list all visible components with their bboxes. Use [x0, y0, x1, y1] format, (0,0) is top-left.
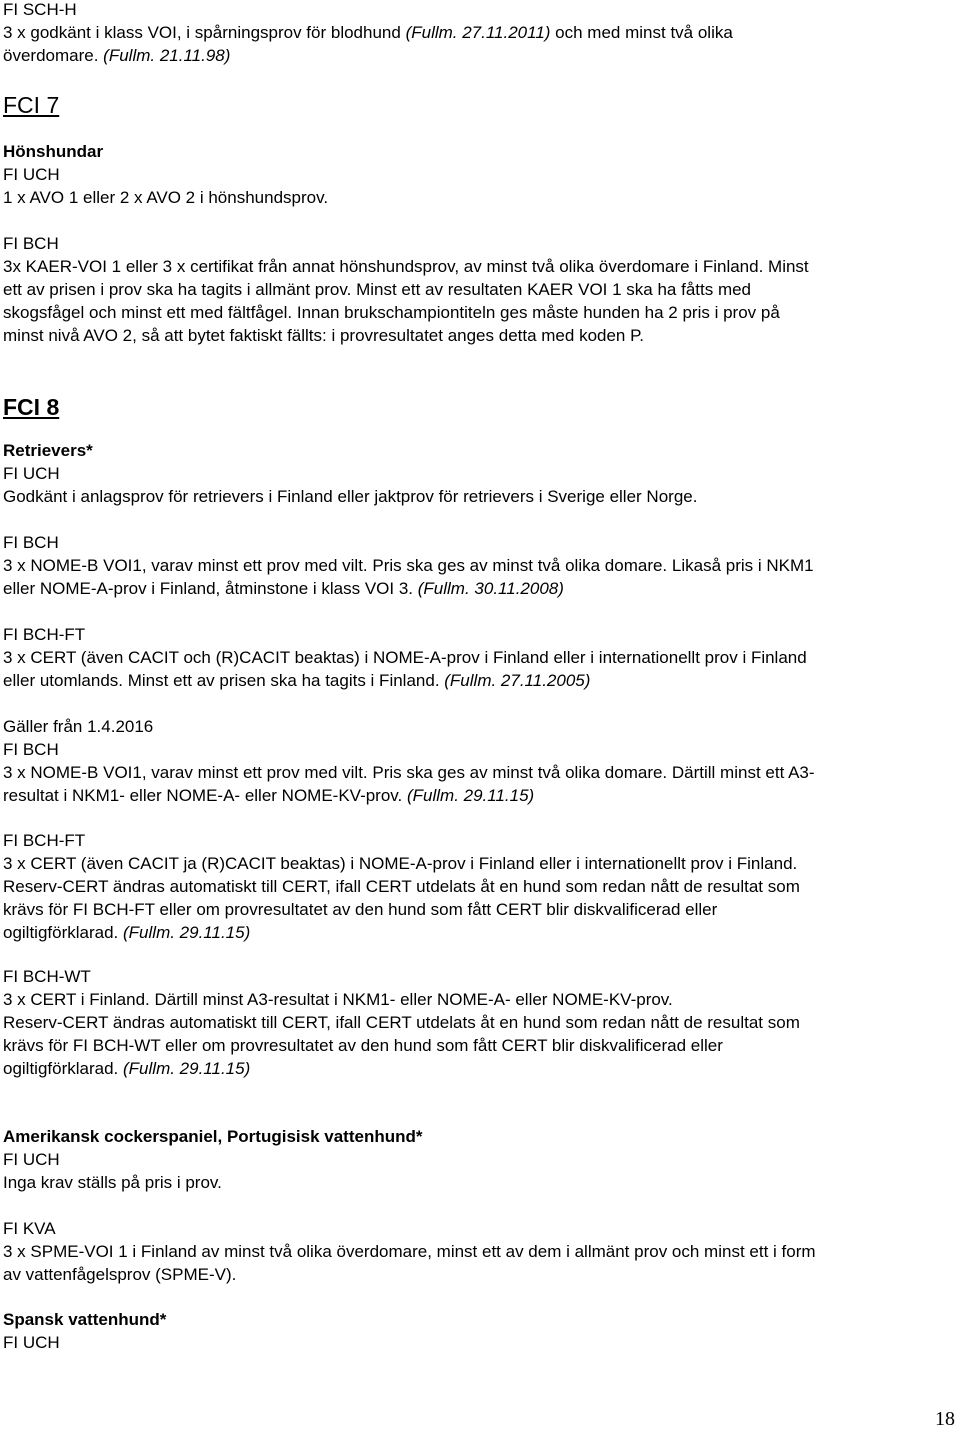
text-line: överdomare. (Fullm. 21.11.98) — [3, 46, 231, 65]
text-line: 3 x CERT (även CACIT ja (R)CACIT beaktas) i NOME-A-prov i Finland eller i internationellt prov i Finland. — [3, 854, 798, 873]
breed-heading: Hönshundar — [3, 142, 104, 161]
text-line: eller utomlands. Minst ett av prisen ska ha tagits i Finland. (Fullm. 27.11.2005) — [3, 671, 591, 690]
fci-group-heading: FCI 8 — [3, 394, 60, 420]
title-label-fi-uch: FI UCH — [3, 1333, 60, 1352]
text-line: av vattenfågelsprov (SPME-V). — [3, 1265, 237, 1284]
text-line: Reserv-CERT ändras automatiskt till CERT, ifall CERT utdelats åt en hund som redan nått de resultat som — [3, 877, 800, 896]
mandate-reference: (Fullm. 27.11.2011) — [405, 23, 551, 42]
mandate-reference: (Fullm. 30.11.2008) — [417, 579, 564, 598]
text-line: 3 x NOME-B VOI1, varav minst ett prov med vilt. Pris ska ges av minst två olika domare. Därtill minst ett A3- — [3, 763, 815, 782]
text-line: ett av prisen i prov ska ha tagits i allmänt prov. Minst ett av resultaten KAER VOI 1 ska ha fåtts med — [3, 280, 752, 299]
text-line: ogiltigförklarad. (Fullm. 29.11.15) — [3, 1059, 251, 1078]
title-label-fi-bch-ft: FI BCH-FT — [3, 625, 86, 644]
mandate-reference: (Fullm. 21.11.98) — [103, 46, 231, 65]
text-line: ogiltigförklarad. (Fullm. 29.11.15) — [3, 923, 251, 942]
text-line: Godkänt i anlagsprov för retrievers i Finland eller jaktprov för retrievers i Sverige eller Norge. — [3, 487, 698, 506]
breed-heading: Amerikansk cockerspaniel, Portugisisk vattenhund* — [3, 1127, 423, 1146]
text-line: skogsfågel och minst ett med fältfågel. Innan brukschampiontiteln ges måste hunden ha 2 pris i prov på — [3, 303, 780, 322]
mandate-reference: (Fullm. 29.11.15) — [406, 786, 535, 805]
text-line: 3 x CERT (även CACIT och (R)CACIT beaktas) i NOME-A-prov i Finland eller i internationellt prov i Finland — [3, 648, 807, 667]
mandate-reference: (Fullm. 29.11.15) — [123, 1059, 251, 1078]
title-label-fi-bch: FI BCH — [3, 740, 59, 759]
title-label-fi-kva: FI KVA — [3, 1219, 56, 1238]
fci-group-heading: FCI 7 — [3, 92, 60, 118]
text-line: eller NOME-A-prov i Finland, åtminstone i klass VOI 3. (Fullm. 30.11.2008) — [3, 579, 564, 598]
title-label-fi-bch: FI BCH — [3, 234, 59, 253]
title-label-fi-bch: FI BCH — [3, 533, 59, 552]
text-line: krävs för FI BCH-FT eller om provresultatet av den hund som fått CERT blir diskvalificerad eller — [3, 900, 718, 919]
title-label-fi-uch: FI UCH — [3, 165, 60, 184]
section-label-fi-sch-h: FI SCH-H — [3, 0, 77, 19]
text-line: 3 x godkänt i klass VOI, i spårningsprov för blodhund (Fullm. 27.11.2011) och med minst två olika — [3, 23, 733, 42]
breed-heading: Spansk vattenhund* — [3, 1310, 167, 1329]
mandate-reference: (Fullm. 27.11.2005) — [444, 671, 591, 690]
text-line: krävs för FI BCH-WT eller om provresultatet av den hund som fått CERT blir diskvalificerad eller — [3, 1036, 723, 1055]
page-number: 18 — [935, 1408, 955, 1430]
text-line: 3 x CERT i Finland. Därtill minst A3-resultat i NKM1- eller NOME-A- eller NOME-KV-prov. — [3, 990, 673, 1009]
breed-heading: Retrievers* — [3, 441, 93, 460]
text-line: 1 x AVO 1 eller 2 x AVO 2 i hönshundsprov. — [3, 188, 329, 207]
text-line: 3x KAER-VOI 1 eller 3 x certifikat från annat hönshundsprov, av minst två olika överdomare i Finland. Minst — [3, 257, 809, 276]
valid-from-note: Gäller från 1.4.2016 — [3, 717, 154, 736]
mandate-reference: (Fullm. 29.11.15) — [123, 923, 251, 942]
text-line: Reserv-CERT ändras automatiskt till CERT, ifall CERT utdelats åt en hund som redan nått de resultat som — [3, 1013, 800, 1032]
title-label-fi-uch: FI UCH — [3, 464, 60, 483]
title-label-fi-bch-ft: FI BCH-FT — [3, 831, 86, 850]
text-line: resultat i NKM1- eller NOME-A- eller NOME-KV-prov. (Fullm. 29.11.15) — [3, 786, 535, 805]
text-line: 3 x SPME-VOI 1 i Finland av minst två olika överdomare, minst ett av dem i allmänt prov och minst ett i form — [3, 1242, 816, 1261]
title-label-fi-uch: FI UCH — [3, 1150, 60, 1169]
text-line: 3 x NOME-B VOI1, varav minst ett prov med vilt. Pris ska ges av minst två olika domare. Likaså pris i NKM1 — [3, 556, 814, 575]
title-label-fi-bch-wt: FI BCH-WT — [3, 967, 91, 986]
text-line: Inga krav ställs på pris i prov. — [3, 1173, 222, 1192]
text-line: minst nivå AVO 2, så att bytet faktiskt fällts: i provresultatet anges detta med koden P. — [3, 326, 644, 345]
